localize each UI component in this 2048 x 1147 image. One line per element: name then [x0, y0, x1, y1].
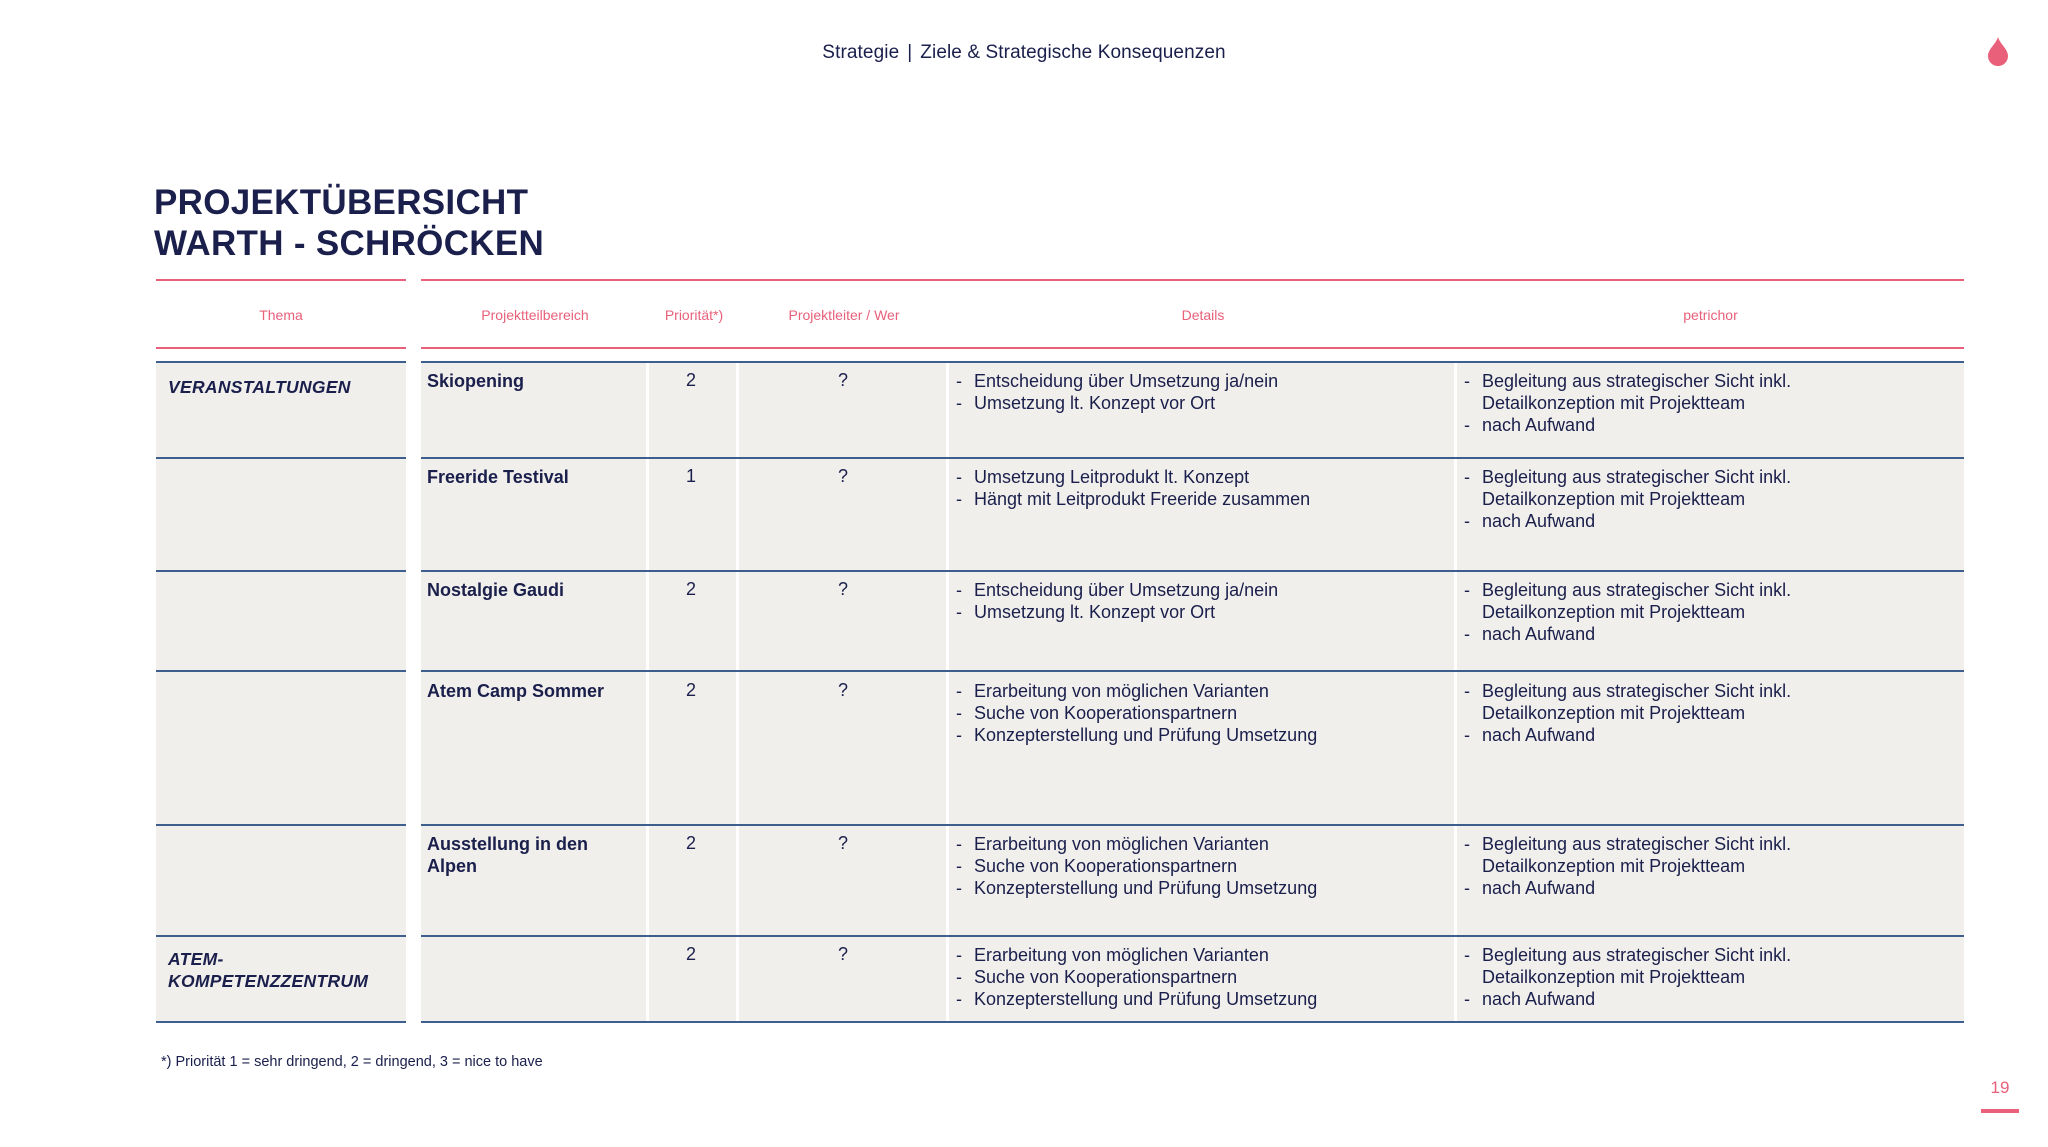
column-header-details: Details — [1181, 307, 1225, 323]
details-item: - Konzepterstellung und Prüfung Umsetzung — [954, 988, 1454, 1010]
petrichor-item: - nach Aufwand — [1462, 724, 1962, 746]
petrichor-item: - Begleitung aus strategischer Sicht inkl. — [1462, 680, 1962, 702]
column-header-petrichor: petrichor — [1683, 307, 1738, 323]
petrichor-item: Detailkonzeption mit Projektteam — [1482, 393, 1746, 413]
project-name: Nostalgie Gaudi — [427, 580, 565, 600]
breadcrumb-subsection: Ziele & Strategische Konsequenzen — [920, 42, 1226, 63]
petrichor-item: - Begleitung aus strategischer Sicht inkl. — [1462, 466, 1962, 488]
row-rule — [421, 570, 1964, 572]
priority-value: 2 — [685, 944, 696, 964]
thema-column-background — [156, 362, 406, 1022]
footnote: *) Priorität 1 = sehr dringend, 2 = dringend, 3 = nice to have — [161, 1054, 543, 1070]
petrichor-item: Detailkonzeption mit Projektteam — [1482, 602, 1746, 622]
page-number-bar — [1981, 1109, 2019, 1113]
priority-value: 1 — [685, 466, 696, 486]
project-name — [427, 833, 637, 877]
details-item: - Entscheidung über Umsetzung ja/nein — [954, 370, 1454, 392]
details-list — [954, 370, 1454, 414]
thema-line: ATEM- — [168, 949, 224, 969]
row-rule — [156, 1021, 406, 1023]
petrichor-list — [1462, 833, 1962, 899]
drop-icon — [1987, 36, 2009, 66]
petrichor-list — [1462, 466, 1962, 532]
thema-veranstaltungen: VERANSTALTUNGEN — [168, 377, 351, 397]
details-list — [954, 833, 1454, 899]
petrichor-item: Detailkonzeption mit Projektteam — [1482, 489, 1746, 509]
petrichor-list — [1462, 370, 1962, 436]
row-rule — [421, 935, 1964, 937]
header-rule-main-bottom — [421, 347, 1964, 349]
row-rule — [156, 361, 406, 363]
row-rule — [421, 457, 1964, 459]
project-name: Freeride Testival — [427, 467, 569, 487]
header-rule-main-top — [421, 279, 1964, 281]
project-name-line: Ausstellung in den — [427, 834, 589, 854]
header-rule-thema-top — [156, 279, 406, 281]
project-lead-value: ? — [837, 466, 848, 486]
petrichor-item: - nach Aufwand — [1462, 510, 1962, 532]
priority-value: 2 — [685, 579, 696, 599]
petrichor-item: - Begleitung aus strategischer Sicht inkl. — [1462, 370, 1962, 392]
priority-value: 2 — [685, 833, 696, 853]
page-title — [154, 182, 544, 264]
details-item: - Konzepterstellung und Prüfung Umsetzung — [954, 724, 1454, 746]
breadcrumb-separator: | — [907, 42, 913, 63]
details-list — [954, 680, 1454, 746]
details-item: - Erarbeitung von möglichen Varianten — [954, 833, 1454, 855]
row-rule — [156, 824, 406, 826]
thema-atem-kompetenzzentrum — [168, 948, 368, 992]
details-list — [954, 579, 1454, 623]
petrichor-item: - Begleitung aus strategischer Sicht inkl. — [1462, 944, 1962, 966]
project-lead-value: ? — [837, 680, 848, 700]
thema-line: KOMPETENZZENTRUM — [168, 971, 369, 991]
details-item: - Entscheidung über Umsetzung ja/nein — [954, 579, 1454, 601]
column-divider — [1454, 362, 1457, 1022]
column-header-projektteilbereich: Projektteilbereich — [481, 307, 589, 323]
details-item: - Umsetzung lt. Konzept vor Ort — [954, 392, 1454, 414]
column-header-projektleiter: Projektleiter / Wer — [788, 307, 900, 323]
petrichor-item: - nach Aufwand — [1462, 414, 1962, 436]
project-name: Atem Camp Sommer — [427, 681, 605, 701]
details-item: - Konzepterstellung und Prüfung Umsetzung — [954, 877, 1454, 899]
row-rule — [156, 457, 406, 459]
petrichor-item: - nach Aufwand — [1462, 623, 1962, 645]
column-header-thema: Thema — [259, 307, 303, 323]
page-number: 19 — [1990, 1078, 2010, 1097]
petrichor-list — [1462, 579, 1962, 645]
details-item: - Erarbeitung von möglichen Varianten — [954, 944, 1454, 966]
project-lead-value: ? — [837, 579, 848, 599]
project-lead-value: ? — [837, 370, 848, 390]
details-item: - Suche von Kooperationspartnern — [954, 966, 1454, 988]
page-title-line2: WARTH - SCHRÖCKEN — [154, 224, 545, 263]
petrichor-list — [1462, 680, 1962, 746]
details-item: - Suche von Kooperationspartnern — [954, 855, 1454, 877]
row-rule — [421, 361, 1964, 363]
petrichor-item: Detailkonzeption mit Projektteam — [1482, 856, 1746, 876]
row-rule — [156, 670, 406, 672]
column-header-prioritaet: Priorität*) — [664, 307, 724, 323]
priority-value: 2 — [685, 680, 696, 700]
row-rule — [156, 935, 406, 937]
details-item: - Umsetzung Leitprodukt lt. Konzept — [954, 466, 1454, 488]
petrichor-item: - nach Aufwand — [1462, 877, 1962, 899]
details-item: - Suche von Kooperationspartnern — [954, 702, 1454, 724]
project-lead-value: ? — [837, 833, 848, 853]
row-rule — [421, 824, 1964, 826]
details-list — [954, 466, 1454, 510]
page-title-line1: PROJEKTÜBERSICHT — [154, 183, 529, 222]
row-rule — [156, 570, 406, 572]
petrichor-item: - nach Aufwand — [1462, 988, 1962, 1010]
details-item: - Hängt mit Leitprodukt Freeride zusammen — [954, 488, 1454, 510]
header-rule-thema-bottom — [156, 347, 406, 349]
petrichor-item: Detailkonzeption mit Projektteam — [1482, 967, 1746, 987]
details-item: - Umsetzung lt. Konzept vor Ort — [954, 601, 1454, 623]
project-name: Skiopening — [427, 371, 525, 391]
petrichor-list — [1462, 944, 1962, 1010]
priority-value: 2 — [685, 370, 696, 390]
breadcrumb-section: Strategie — [822, 42, 900, 63]
breadcrumb — [0, 42, 2048, 64]
details-list — [954, 944, 1454, 1010]
details-item: - Erarbeitung von möglichen Varianten — [954, 680, 1454, 702]
row-rule — [421, 670, 1964, 672]
project-name-line: Alpen — [427, 856, 478, 876]
row-rule — [421, 1021, 1964, 1023]
petrichor-item: Detailkonzeption mit Projektteam — [1482, 703, 1746, 723]
project-lead-value: ? — [837, 944, 848, 964]
petrichor-item: - Begleitung aus strategischer Sicht inkl. — [1462, 579, 1962, 601]
petrichor-item: - Begleitung aus strategischer Sicht inkl. — [1462, 833, 1962, 855]
